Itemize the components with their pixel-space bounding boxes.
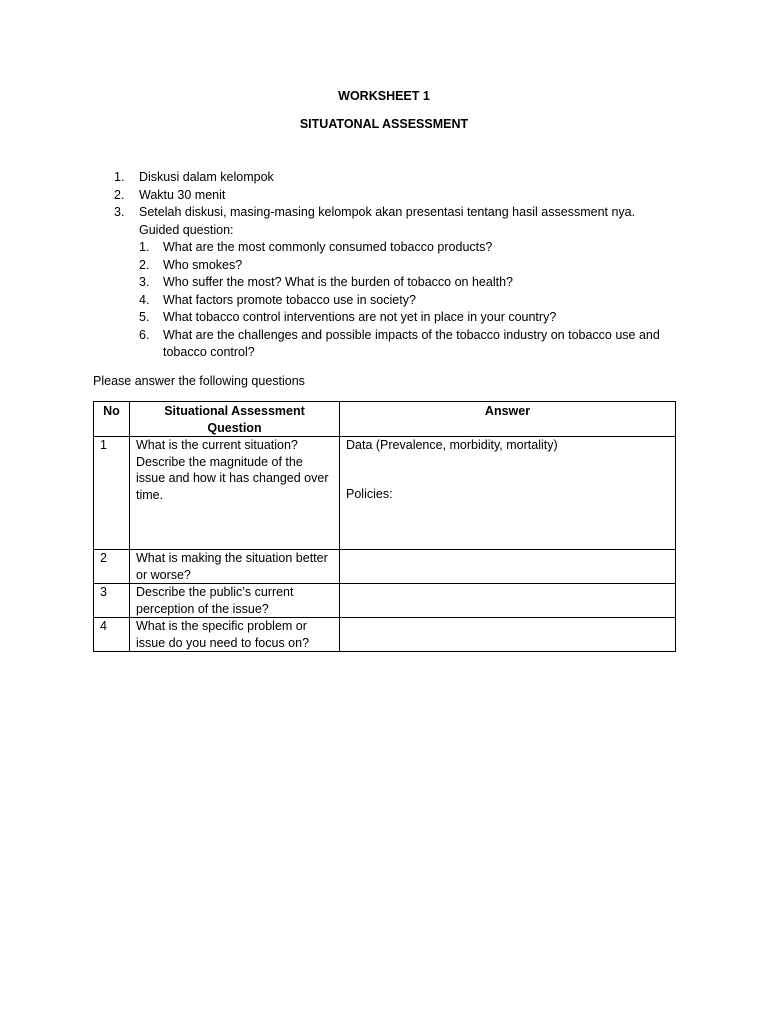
- instruction-text: Diskusi dalam kelompok: [139, 170, 274, 184]
- guided-question-item: [114, 292, 684, 310]
- table-header-row: [94, 402, 676, 437]
- answer-policies-label: Policies:: [346, 486, 393, 501]
- assessment-table: [93, 401, 676, 652]
- header-question: Situational Assessment Question: [130, 402, 340, 437]
- instruction-item: [114, 187, 684, 205]
- instruction-item: [114, 204, 684, 222]
- answer-prompt: Please answer the following questions: [93, 374, 305, 388]
- answer-data-label: Data (Prevalence, morbidity, mortality): [346, 438, 558, 452]
- instruction-text: Waktu 30 menit: [139, 187, 226, 202]
- guided-question-number: 2.: [139, 257, 150, 272]
- guided-question-item: [114, 239, 684, 257]
- guided-question-text: Who suffer the most? What is the burden of tobacco on health?: [163, 275, 513, 289]
- row-number: 1: [94, 437, 130, 550]
- row-question: What is the current situation? Describe the magnitude of the issue and how it has changed over time.: [130, 437, 340, 550]
- header-answer: Answer: [340, 402, 676, 437]
- row-question: What is the specific problem or issue do you need to focus on?: [130, 618, 340, 652]
- worksheet-title: WORKSHEET 1: [338, 89, 430, 103]
- instruction-number: 2.: [114, 187, 125, 202]
- guided-question-item: [114, 257, 684, 275]
- table-row: [94, 584, 676, 618]
- instruction-number: 1.: [114, 170, 125, 184]
- guided-question-text: What factors promote tobacco use in society?: [163, 292, 416, 307]
- row-answer-cell[interactable]: [340, 618, 676, 652]
- table-row: [94, 618, 676, 652]
- instruction-text: Setelah diskusi, masing-masing kelompok akan presentasi tentang hasil assessment nya.: [139, 205, 636, 219]
- guided-question-text: What are the challenges and possible impacts of the tobacco industry on tobacco use and tobacco control?: [163, 327, 660, 359]
- guided-question-item: [114, 309, 684, 327]
- row-number: 4: [94, 618, 130, 652]
- guided-question-text: What are the most commonly consumed tobacco products?: [163, 240, 493, 254]
- row-answer-cell[interactable]: [340, 550, 676, 584]
- guided-question-text: Who smokes?: [163, 257, 243, 272]
- row-question: What is making the situation better or worse?: [130, 550, 340, 584]
- row-answer-cell[interactable]: [340, 437, 676, 550]
- guided-question-number: 1.: [139, 240, 150, 254]
- row-number: 3: [94, 584, 130, 618]
- guided-question-number: 6.: [139, 327, 150, 342]
- guided-question-text: What tobacco control interventions are not yet in place in your country?: [163, 310, 557, 324]
- row-number: 2: [94, 550, 130, 584]
- guided-question-number: 5.: [139, 310, 150, 324]
- header-no: No: [94, 402, 130, 437]
- guided-question-label: Guided question:: [139, 222, 234, 237]
- row-question: Describe the public’s current perception of the issue?: [130, 584, 340, 618]
- guided-question-item: [114, 327, 684, 362]
- guided-question-number: 3.: [139, 275, 150, 289]
- row-answer-cell[interactable]: [340, 584, 676, 618]
- instruction-number: 3.: [114, 205, 125, 219]
- guided-question-item: [114, 274, 684, 292]
- worksheet-subtitle: SITUATONAL ASSESSMENT: [299, 117, 469, 131]
- instruction-item: [114, 169, 684, 187]
- table-row: [94, 550, 676, 584]
- guided-question-number: 4.: [139, 292, 150, 307]
- table-row: [94, 437, 676, 550]
- instruction-list: [114, 169, 684, 362]
